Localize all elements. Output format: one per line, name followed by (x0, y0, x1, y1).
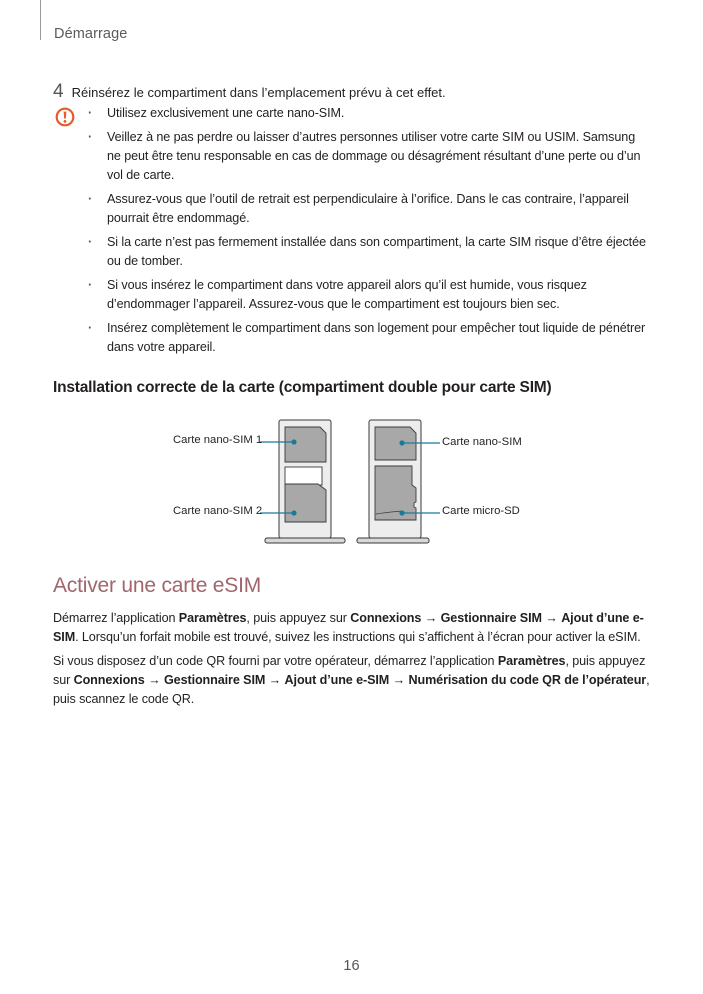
arrow-separator: → (389, 673, 409, 687)
dual-nano-sim-tray (260, 420, 345, 543)
warning-item: · Assurez-vous que l’outil de retrait est perpendiculaire à l’orifice. Dans le cas contraire, l’appareil pourrait être endommagé. (88, 190, 648, 228)
menu-path-sim-manager: Gestionnaire SIM (163, 673, 266, 687)
arrow-separator: → (421, 611, 441, 625)
esim-section-title: Activer une carte eSIM (53, 574, 262, 597)
warning-item: · Insérez complètement le compartiment dans son logement pour empêcher tout liquide de pénétrer dans votre appareil. (88, 319, 648, 357)
warning-item: · Si vous insérez le compartiment dans votre appareil alors qu’il est humide, vous risquez d’endommager l’appareil. Assurez-vous que le compartiment est toujours bien sec. (88, 276, 648, 314)
label-nano-sim-1: Carte nano-SIM 1 (173, 434, 263, 446)
menu-path-add-esim: Ajout d’une e-SIM (53, 611, 644, 644)
page-number: 16 (343, 958, 360, 974)
nano-sim-microsd-tray (357, 420, 440, 543)
text: , puis scannez le code QR. (53, 673, 650, 706)
text: , puis appuyez sur (53, 654, 646, 687)
menu-path-scan-qr: Numérisation du code QR de l’opérateur (408, 673, 647, 687)
label-micro-sd: Carte micro-SD (442, 505, 520, 517)
text: Démarrez l’application (53, 611, 179, 625)
warning-item: · Si la carte n’est pas fermement installée dans son compartiment, la carte SIM risque d’être éjectée ou de tomber. (88, 233, 648, 271)
arrow-separator: → (144, 673, 164, 687)
esim-paragraph-2 (53, 652, 653, 709)
menu-path-settings: Paramètres (497, 654, 566, 668)
warning-list (88, 104, 648, 362)
menu-path-connections: Connexions (73, 673, 145, 687)
arrow-separator: → (265, 673, 285, 687)
step-text: Réinsérez le compartiment dans l’emplacement prévu à cet effet. (71, 85, 446, 100)
menu-path-settings: Paramètres (178, 611, 247, 625)
installation-heading: Installation correcte de la carte (compartiment double pour carte SIM) (53, 379, 552, 396)
chapter-title: Démarrage (54, 26, 128, 42)
step-4 (53, 82, 446, 101)
caution-icon (55, 107, 75, 127)
esim-paragraph-1 (53, 609, 653, 647)
label-nano-sim: Carte nano-SIM (442, 436, 522, 448)
menu-path-add-esim: Ajout d’une e-SIM (284, 673, 390, 687)
header-divider (40, 0, 41, 40)
label-nano-sim-2: Carte nano-SIM 2 (173, 505, 263, 517)
sim-tray-diagram (150, 412, 570, 552)
text: . Lorsqu’un forfait mobile est trouvé, suivez les instructions qui s’affichent à l’écran pour activer la eSIM. (75, 630, 641, 644)
step-number: 4 (53, 81, 64, 102)
warning-item: · Veillez à ne pas perdre ou laisser d’autres personnes utiliser votre carte SIM ou USIM. Samsung ne peut être tenu responsable en cas de dommage ou désagrément résultant d’une perte ou d’un vol de carte. (88, 128, 648, 185)
text: Si vous disposez d’un code QR fourni par votre opérateur, démarrez l’application (53, 654, 498, 668)
warning-item: · Utilisez exclusivement une carte nano-SIM. (88, 104, 648, 123)
menu-path-sim-manager: Gestionnaire SIM (440, 611, 542, 625)
arrow-separator: → (541, 611, 562, 625)
text: , puis appuyez sur (246, 611, 351, 625)
menu-path-connections: Connexions (350, 611, 422, 625)
sim-tray-illustration (150, 412, 570, 552)
